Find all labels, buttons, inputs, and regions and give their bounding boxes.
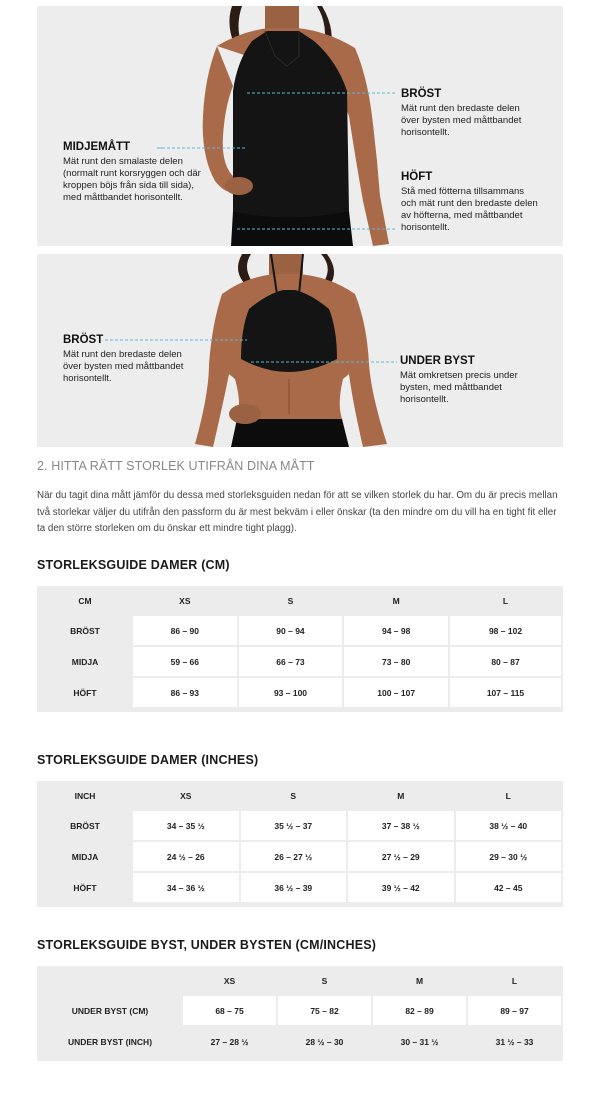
table-header-xs: XS — [223, 976, 236, 986]
bust-measure-desc-2: Mät runt den bredaste delen över bysten med måttbandet horisontellt. — [63, 349, 184, 384]
bust-measure-desc: Mät runt den bredaste delen över bysten med måttbandet horisontellt. — [401, 103, 522, 138]
table-row — [39, 842, 561, 871]
table-cell: 100 – 107 — [344, 678, 448, 707]
table-row — [39, 616, 561, 645]
size-table-cm — [37, 586, 563, 712]
waist-measure-label — [63, 140, 201, 204]
size-table-inch — [37, 781, 563, 907]
row-label: HÖFT — [73, 687, 97, 698]
table-cell: 24 ½ – 26 — [133, 842, 239, 871]
measurement-figure-bust-underbust — [37, 254, 563, 447]
table-header-s: S — [321, 976, 328, 986]
table-row — [39, 873, 561, 902]
row-label: HÖFT — [73, 882, 97, 893]
table-header-l: L — [511, 976, 518, 986]
table-row — [39, 647, 561, 676]
underbust-measure-label — [400, 354, 518, 406]
table-cell: 107 – 115 — [450, 678, 561, 707]
table-cell: 39 ½ – 42 — [348, 873, 454, 902]
hip-measure-title: HÖFT — [401, 171, 433, 183]
table-header-xs: XS — [180, 791, 192, 801]
table-cell: 35 ½ – 37 — [241, 811, 347, 840]
table-cell: 75 – 82 — [278, 996, 371, 1025]
waist-measure-desc: Mät runt den smalaste delen (normalt runt korsryggen och där kroppen böjs från sida till sida), med måttbandet horisontellt. — [63, 156, 201, 203]
section-intro-text: När du tagit dina mått jämför du dessa med storleksguiden nedan för att se vilken storlek du har. Om du är precis mellan två storlekar väljer du utifrån den passform du är mest bekväm i eller önskar (ta den mindre om du vill ha en tight fit eller ta den större storleken om du önskar ett mindre tight plagg). — [37, 490, 558, 534]
table-header-l: L — [505, 791, 511, 801]
table-header-unit: CM — [78, 596, 92, 606]
bust-measure-title: BRÖST — [401, 88, 442, 100]
row-label: BRÖST — [70, 820, 100, 831]
size-table-cm-title: STORLEKSGUIDE DAMER (CM) — [37, 558, 230, 572]
table-cell: 89 – 97 — [468, 996, 561, 1025]
table-cell: 82 – 89 — [373, 996, 466, 1025]
table-cell: 28 ½ – 30 — [305, 1036, 344, 1047]
table-row — [39, 678, 561, 707]
waist-measure-title: MIDJEMÅTT — [63, 141, 131, 153]
table-cell: 90 – 94 — [239, 616, 343, 645]
size-table-underbust — [37, 966, 563, 1061]
table-header-m: M — [392, 596, 400, 606]
table-header-row — [39, 783, 561, 809]
table-row — [39, 996, 561, 1025]
table-header-unit: INCH — [74, 791, 96, 801]
table-header-s: S — [287, 596, 294, 606]
table-cell: 98 – 102 — [450, 616, 561, 645]
table-cell: 31 ½ – 33 — [495, 1036, 534, 1047]
table-cell: 29 – 30 ½ — [456, 842, 562, 871]
table-cell: 30 – 31 ½ — [400, 1036, 439, 1047]
table-row — [39, 811, 561, 840]
table-header-m: M — [397, 791, 405, 801]
table-row — [39, 1027, 561, 1056]
table-cell: 86 – 93 — [133, 678, 237, 707]
row-label: BRÖST — [70, 625, 100, 636]
table-cell: 93 – 100 — [239, 678, 343, 707]
table-cell: 26 – 27 ½ — [241, 842, 347, 871]
row-label: UNDER BYST (CM) — [71, 1005, 149, 1016]
table-header-row — [39, 968, 561, 994]
underbust-measure-desc: Mät omkretsen precis under bysten, med måttbandet horisontellt. — [400, 370, 518, 405]
table-header-s: S — [290, 791, 297, 801]
row-label: UNDER BYST (INCH) — [67, 1036, 153, 1047]
bust-measure-label — [401, 87, 521, 139]
table-header-m: M — [415, 976, 424, 986]
table-cell: 73 – 80 — [344, 647, 448, 676]
table-header-xs: XS — [179, 596, 191, 606]
table-cell: 42 – 45 — [456, 873, 562, 902]
table-cell: 80 – 87 — [450, 647, 561, 676]
table-header-row — [39, 588, 561, 614]
table-cell: 59 – 66 — [133, 647, 237, 676]
table-cell: 27 ½ – 29 — [348, 842, 454, 871]
hip-measure-desc: Stå med fötterna tillsammans och mät runt den bredaste delen av höfterna, med måttbandet horisontellt. — [401, 186, 538, 233]
bust-measure-title-2: BRÖST — [63, 334, 104, 346]
table-cell: 37 – 38 ½ — [348, 811, 454, 840]
section-heading: 2. HITTA RÄTT STORLEK UTIFRÅN DINA MÅTT — [37, 459, 315, 473]
table-cell: 94 – 98 — [344, 616, 448, 645]
table-cell: 68 – 75 — [183, 996, 276, 1025]
table-cell: 38 ½ – 40 — [456, 811, 562, 840]
hip-measure-label — [401, 170, 538, 234]
measurement-figure-waist-bust-hip — [37, 6, 563, 246]
table-cell: 27 – 28 ½ — [210, 1036, 249, 1047]
table-cell: 34 – 36 ½ — [133, 873, 239, 902]
row-label: MIDJA — [71, 851, 99, 862]
table-header-l: L — [502, 596, 509, 606]
table-cell: 36 ½ – 39 — [241, 873, 347, 902]
size-table-bust-title: STORLEKSGUIDE BYST, UNDER BYSTEN (CM/INCHES) — [37, 938, 377, 952]
underbust-measure-title: UNDER BYST — [400, 355, 475, 367]
table-cell: 86 – 90 — [133, 616, 237, 645]
row-label: MIDJA — [71, 656, 99, 667]
table-cell: 34 – 35 ½ — [133, 811, 239, 840]
table-header-unit — [39, 968, 181, 994]
size-table-inch-title: STORLEKSGUIDE DAMER (INCHES) — [37, 753, 259, 767]
bust-measure-label-2 — [63, 333, 183, 385]
table-cell: 66 – 73 — [239, 647, 343, 676]
